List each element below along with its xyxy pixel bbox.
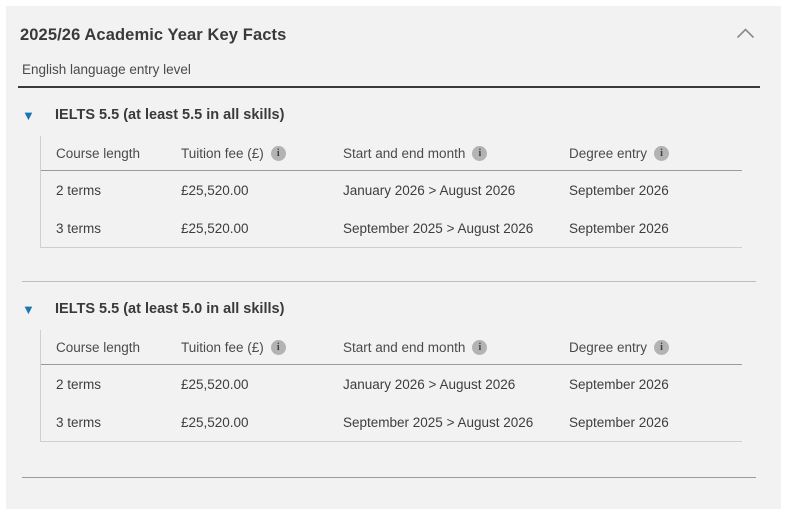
cell-start-end-month: September 2025 > August 2026 [343, 220, 534, 236]
column-degree-entry: Degree entry i [569, 340, 742, 355]
cell-start-end-month: January 2026 > August 2026 [343, 376, 516, 392]
bottom-divider [22, 477, 756, 478]
cell-course-length: 2 terms [56, 376, 102, 392]
table-row [41, 209, 742, 247]
cell-tuition-fee: £25,520.00 [181, 414, 249, 430]
table-header-row [41, 136, 742, 171]
column-degree-entry: Degree entry i [569, 146, 742, 161]
section-divider [22, 281, 756, 282]
key-facts-panel [6, 6, 781, 509]
panel-header [6, 6, 781, 48]
info-icon[interactable]: i [654, 146, 669, 161]
triangle-down-icon: ▼ [22, 301, 35, 317]
key-facts-table [40, 136, 742, 248]
tab-english-language-entry-level[interactable]: English language entry level [22, 62, 191, 77]
table-row [41, 365, 742, 403]
cell-start-end-month: September 2025 > August 2026 [343, 414, 534, 430]
info-icon[interactable]: i [271, 146, 286, 161]
cell-degree-entry: September 2026 [569, 414, 669, 430]
section-title: IELTS 5.5 (at least 5.0 in all skills) [55, 301, 285, 317]
cell-start-end-month: January 2026 > August 2026 [343, 182, 516, 198]
info-icon[interactable]: i [271, 340, 286, 355]
cell-degree-entry: September 2026 [569, 376, 669, 392]
cell-degree-entry: September 2026 [569, 182, 669, 198]
collapse-button[interactable] [732, 22, 759, 48]
table-row [41, 171, 742, 209]
chevron-up-icon [736, 26, 755, 44]
section-ielts-5-5-all-5-5 [6, 107, 781, 248]
table-row [41, 403, 742, 441]
section-toggle[interactable] [22, 301, 781, 317]
cell-tuition-fee: £25,520.00 [181, 182, 249, 198]
page-title: 2025/26 Academic Year Key Facts [20, 25, 287, 44]
info-icon[interactable]: i [472, 340, 487, 355]
cell-course-length: 3 terms [56, 220, 102, 236]
info-icon[interactable]: i [654, 340, 669, 355]
key-facts-table [40, 330, 742, 442]
cell-course-length: 2 terms [56, 182, 102, 198]
cell-tuition-fee: £25,520.00 [181, 376, 249, 392]
info-icon[interactable]: i [472, 146, 487, 161]
column-course-length: Course length [56, 339, 141, 355]
column-course-length: Course length [56, 145, 141, 161]
section-toggle[interactable] [22, 107, 781, 123]
column-start-end-month: Start and end month i [343, 340, 569, 355]
section-title: IELTS 5.5 (at least 5.5 in all skills) [55, 107, 285, 123]
cell-course-length: 3 terms [56, 414, 102, 430]
section-ielts-5-5-all-5-0 [6, 301, 781, 442]
table-header-row [41, 330, 742, 365]
cell-degree-entry: September 2026 [569, 220, 669, 236]
tab-underline [18, 86, 760, 88]
cell-tuition-fee: £25,520.00 [181, 220, 249, 236]
column-tuition-fee: Tuition fee (£) i [181, 146, 343, 161]
column-tuition-fee: Tuition fee (£) i [181, 340, 343, 355]
triangle-down-icon: ▼ [22, 107, 35, 123]
column-start-end-month: Start and end month i [343, 146, 569, 161]
